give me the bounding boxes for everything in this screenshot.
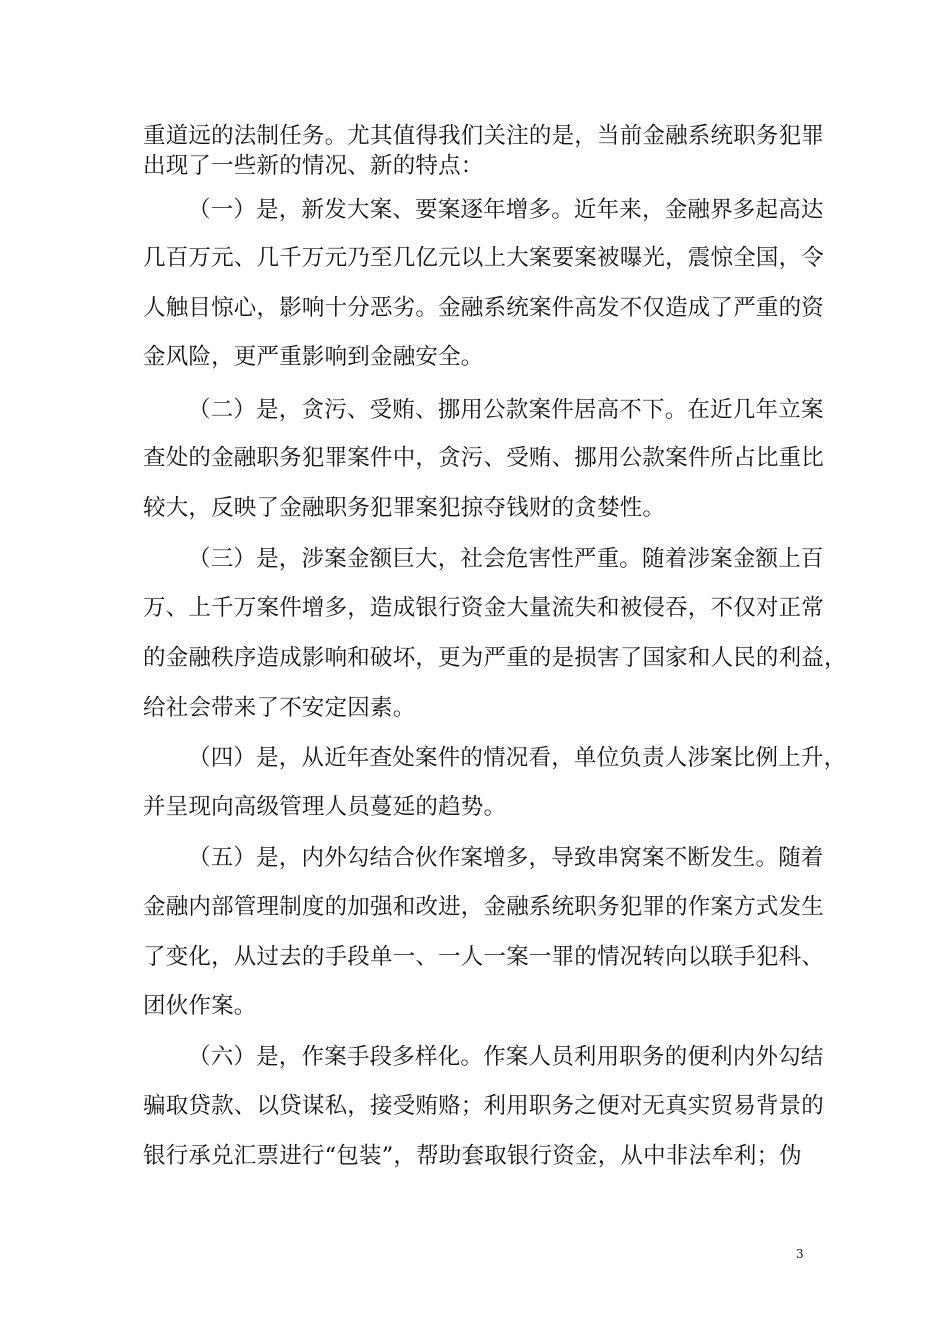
paragraph-3-line: （三）是，涉案金额巨大，社会危害性严重。随着涉案金额上百 xyxy=(188,546,824,572)
text-line: 较大，反映了金融职务犯罪案犯掠夺钱财的贪婪性。 xyxy=(143,495,666,521)
page-number: 3 xyxy=(796,1247,804,1261)
text-line: 人触目惊心，影响十分恶劣。金融系统案件高发不仅造成了严重的资 xyxy=(143,295,825,321)
paragraph-5-line: （五）是，内外勾结合伙作案增多，导致串窝案不断发生。随着 xyxy=(188,845,824,871)
text-line: 了变化，从过去的手段单一、一人一案一罪的情况转向以联手犯科、 xyxy=(143,944,825,970)
text-line: 金融内部管理制度的加强和改进，金融系统职务犯罪的作案方式发生 xyxy=(143,894,825,920)
paragraph-4-line: （四）是，从近年查处案件的情况看，单位负责人涉案比例上升， xyxy=(188,745,847,771)
text-line: 金风险，更严重影响到金融安全。 xyxy=(143,344,484,370)
text-line: 团伙作案。 xyxy=(143,993,257,1019)
text-line: 银行承兑汇票进行“包装”，帮助套取银行资金，从中非法牟利；伪 xyxy=(143,1143,803,1169)
text-line: 并呈现向高级管理人员蔓延的趋势。 xyxy=(143,794,507,820)
text-line: 万、上千万案件增多，造成银行资金大量流失和被侵吞，不仅对正常 xyxy=(143,595,825,621)
text-line: 骗取贷款、以贷谋私，接受贿赂；利用职务之便对无真实贸易背景的 xyxy=(143,1093,825,1119)
text-line: 重道远的法制任务。尤其值得我们关注的是，当前金融系统职务犯罪 xyxy=(143,123,825,149)
paragraph-1-line: （一）是，新发大案、要案逐年增多。近年来，金融界多起高达 xyxy=(188,197,824,223)
text-line: 查处的金融职务犯罪案件中，贪污、受贿、挪用公款案件所占比重比 xyxy=(143,445,825,471)
text-line: 几百万元、几千万元乃至几亿元以上大案要案被曝光，震惊全国，令 xyxy=(143,245,825,271)
text-line: 出现了一些新的情况、新的特点： xyxy=(143,153,484,179)
text-line: 的金融秩序造成影响和破坏，更为严重的是损害了国家和人民的利益， xyxy=(143,645,847,671)
paragraph-6-line: （六）是，作案手段多样化。作案人员利用职务的便利内外勾结 xyxy=(188,1044,824,1070)
text-line: 给社会带来了不安定因素。 xyxy=(143,695,416,721)
paragraph-2-line: （二）是，贪污、受贿、挪用公款案件居高不下。在近几年立案 xyxy=(188,397,824,423)
